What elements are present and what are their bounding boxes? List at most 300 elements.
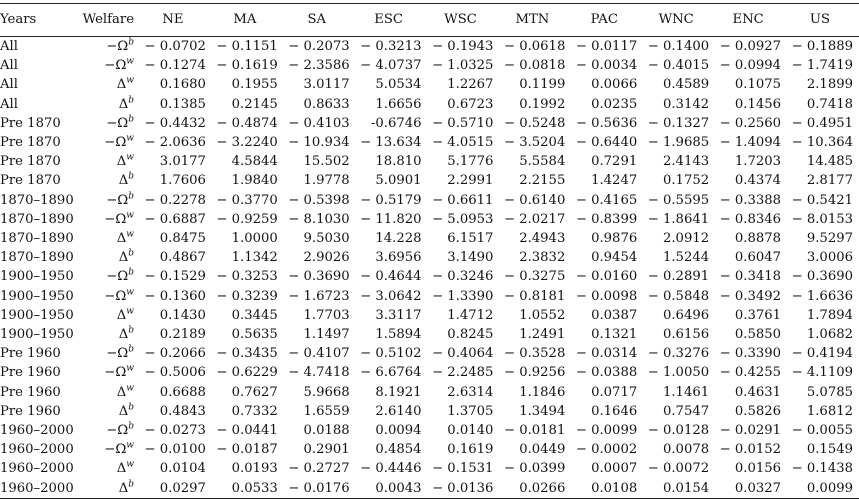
cell-value: 2.1899 bbox=[806, 77, 853, 93]
cell-value: − 0.0136 bbox=[428, 479, 500, 499]
cell-value: 1.1342 bbox=[231, 250, 278, 266]
cell-value: − 0.1438 bbox=[791, 461, 853, 477]
welfare-superscript: w bbox=[126, 287, 134, 298]
cell-value: 0.1549 bbox=[806, 442, 853, 458]
cell-value: − 0.4103 bbox=[288, 115, 350, 131]
welfare-superscript: b bbox=[128, 248, 134, 259]
cell-value: 0.3445 bbox=[231, 307, 278, 323]
cell-value: − 0.4432 bbox=[144, 115, 206, 131]
welfare-superscript: b bbox=[128, 344, 134, 355]
cell-value: − 0.4107 bbox=[288, 346, 350, 362]
welfare-symbol: Δ bbox=[116, 154, 127, 170]
table-row bbox=[0, 306, 859, 325]
cell-value: − 0.1531 bbox=[432, 461, 494, 477]
cell-welfare bbox=[78, 267, 140, 286]
cell-value: − 0.3246 bbox=[432, 269, 494, 285]
cell-value: − 0.8181 bbox=[503, 288, 566, 304]
cell-value: 5.0534 bbox=[375, 77, 422, 93]
cell-value: 0.0449 bbox=[519, 442, 566, 458]
cell-value: − 0.1529 bbox=[144, 269, 206, 285]
cell-value: 0.8633 bbox=[303, 96, 350, 112]
table-row bbox=[0, 344, 859, 363]
cell-value: 0.7418 bbox=[806, 96, 853, 112]
cell-value: − 0.0399 bbox=[503, 461, 566, 477]
table-row bbox=[0, 152, 859, 171]
cell-welfare bbox=[78, 402, 140, 421]
cell-value: 1.6559 bbox=[303, 403, 350, 419]
cell-value: -0.6746 bbox=[370, 115, 422, 131]
cell-value: 0.0140 bbox=[447, 423, 494, 439]
cell-value: 0.0094 bbox=[375, 423, 422, 439]
cell-value: 0.1456 bbox=[734, 96, 782, 112]
cell-value: − 0.2073 bbox=[288, 39, 350, 54]
cell-value: − 2.0217 bbox=[503, 211, 566, 227]
cell-value: 1.2491 bbox=[519, 327, 566, 343]
cell-value: − 0.2560 bbox=[719, 115, 782, 131]
cell-value: 0.0156 bbox=[734, 461, 782, 477]
cell-value: − 6.6764 bbox=[360, 365, 422, 381]
cell-value: − 0.5636 bbox=[575, 115, 638, 131]
cell-value: 2.6314 bbox=[447, 384, 494, 400]
cell-value: 1.3705 bbox=[447, 403, 494, 419]
cell-value: − 4.0515 bbox=[432, 135, 494, 151]
cell-value: 1.6812 bbox=[806, 403, 853, 419]
welfare-superscript: b bbox=[128, 479, 134, 490]
cell-value: 5.9668 bbox=[303, 384, 350, 400]
cell-welfare bbox=[78, 344, 140, 363]
cell-value: 0.0717 bbox=[591, 384, 638, 400]
cell-value: 1.0682 bbox=[806, 327, 853, 343]
welfare-symbol: −Ω bbox=[104, 135, 127, 151]
table-row bbox=[0, 402, 859, 421]
welfare-superscript: b bbox=[128, 172, 134, 183]
cell-welfare bbox=[78, 133, 140, 152]
table-row bbox=[0, 75, 859, 94]
welfare-symbol: Δ bbox=[118, 327, 129, 343]
cell-value: 3.0177 bbox=[159, 154, 206, 170]
cell-value: 2.6140 bbox=[375, 403, 422, 419]
cell-years: Pre 1870 bbox=[0, 173, 61, 189]
cell-value: − 0.0160 bbox=[575, 269, 638, 285]
welfare-superscript: b bbox=[128, 402, 134, 413]
cell-value: − 0.0702 bbox=[144, 39, 206, 54]
cell-value: 0.6047 bbox=[734, 250, 782, 266]
cell-value: − 0.5248 bbox=[503, 115, 566, 131]
cell-value: 2.8177 bbox=[806, 173, 853, 189]
cell-value: 1.7894 bbox=[806, 307, 853, 323]
cell-welfare bbox=[78, 363, 140, 382]
welfare-superscript: w bbox=[126, 152, 134, 163]
welfare-superscript: w bbox=[126, 364, 134, 375]
welfare-symbol: Δ bbox=[116, 384, 127, 400]
cell-value: 1.1846 bbox=[519, 384, 566, 400]
cell-value: 3.3117 bbox=[375, 307, 422, 323]
table-row bbox=[0, 229, 859, 248]
welfare-superscript: w bbox=[126, 383, 134, 394]
table-row bbox=[0, 267, 859, 286]
table-row bbox=[0, 421, 859, 440]
cell-welfare bbox=[78, 306, 140, 325]
cell-value: − 0.0994 bbox=[719, 58, 782, 74]
cell-value: 0.6688 bbox=[159, 384, 206, 400]
welfare-symbol: −Ω bbox=[106, 346, 129, 362]
cell-value: − 4.1109 bbox=[791, 365, 853, 381]
cell-welfare bbox=[78, 75, 140, 94]
welfare-superscript: w bbox=[126, 306, 134, 317]
cell-value: − 0.4874 bbox=[216, 115, 278, 131]
cell-years: 1900–1950 bbox=[0, 307, 74, 323]
cell-value: − 0.3275 bbox=[503, 269, 566, 285]
cell-value: − 0.0002 bbox=[575, 442, 638, 458]
cell-value: − 0.3253 bbox=[216, 269, 278, 285]
cell-value: 0.2901 bbox=[303, 442, 350, 458]
cell-value: 2.4143 bbox=[662, 154, 710, 170]
cell-value: 0.0193 bbox=[231, 461, 278, 477]
cell-value: 0.1646 bbox=[591, 403, 638, 419]
cell-value: 1.7606 bbox=[159, 173, 206, 189]
cell-value: 0.0297 bbox=[140, 479, 212, 499]
cell-value: 0.4631 bbox=[734, 384, 782, 400]
cell-welfare bbox=[78, 152, 140, 171]
welfare-superscript: b bbox=[128, 191, 134, 202]
table-row bbox=[0, 56, 859, 75]
cell-value: 3.6956 bbox=[375, 250, 422, 266]
cell-value: − 0.0055 bbox=[791, 423, 853, 439]
cell-years: 1870–1890 bbox=[0, 250, 74, 266]
welfare-superscript: b bbox=[128, 37, 134, 48]
welfare-symbol: Δ bbox=[116, 307, 127, 323]
cell-value: − 0.0818 bbox=[503, 58, 566, 74]
header-years: Years bbox=[0, 4, 78, 37]
cell-welfare bbox=[78, 459, 140, 478]
cell-value: 0.7547 bbox=[662, 403, 710, 419]
header-row bbox=[0, 4, 859, 37]
cell-value: 1.0552 bbox=[519, 307, 566, 323]
cell-value: 0.0099 bbox=[787, 479, 859, 499]
cell-value: − 0.6440 bbox=[575, 135, 638, 151]
cell-value: − 1.0325 bbox=[432, 58, 494, 74]
cell-value: − 0.0388 bbox=[575, 365, 638, 381]
cell-value: 1.1461 bbox=[662, 384, 710, 400]
table-row bbox=[0, 37, 859, 57]
cell-value: − 0.6229 bbox=[216, 365, 278, 381]
cell-value: 0.7627 bbox=[231, 384, 278, 400]
cell-value: − 0.3388 bbox=[719, 192, 782, 208]
cell-years: All bbox=[0, 96, 18, 112]
cell-value: − 0.2278 bbox=[144, 192, 206, 208]
cell-value: 2.9026 bbox=[303, 250, 350, 266]
cell-welfare bbox=[78, 171, 140, 190]
cell-welfare bbox=[78, 440, 140, 459]
cell-value: 1.1497 bbox=[303, 327, 350, 343]
cell-value: 0.0066 bbox=[591, 77, 638, 93]
cell-welfare bbox=[78, 210, 140, 229]
header-enc: ENC bbox=[715, 4, 787, 37]
header-ma: MA bbox=[212, 4, 284, 37]
cell-value: − 0.3690 bbox=[288, 269, 350, 285]
cell-value: − 3.5204 bbox=[503, 135, 566, 151]
cell-value: 0.5826 bbox=[734, 403, 782, 419]
header-pac: PAC bbox=[571, 4, 643, 37]
cell-value: 0.4867 bbox=[159, 250, 206, 266]
cell-value: 5.1776 bbox=[447, 154, 494, 170]
cell-value: − 0.3770 bbox=[216, 192, 278, 208]
table-row bbox=[0, 210, 859, 229]
cell-value: 2.0912 bbox=[662, 231, 710, 247]
cell-years: Pre 1960 bbox=[0, 346, 61, 362]
cell-value: − 2.2485 bbox=[432, 365, 494, 381]
cell-value: − 1.9685 bbox=[647, 135, 710, 151]
cell-value: − 1.8641 bbox=[647, 211, 710, 227]
cell-years: Pre 1960 bbox=[0, 384, 61, 400]
cell-value: − 0.5595 bbox=[647, 192, 710, 208]
cell-years: Pre 1870 bbox=[0, 154, 61, 170]
cell-value: 0.1680 bbox=[159, 77, 206, 93]
cell-value: − 0.4446 bbox=[360, 461, 422, 477]
cell-value: − 0.0176 bbox=[284, 479, 356, 499]
table-row bbox=[0, 383, 859, 402]
cell-value: − 3.0642 bbox=[360, 288, 422, 304]
cell-value: 0.9454 bbox=[591, 250, 638, 266]
cell-value: 0.1752 bbox=[662, 173, 710, 189]
cell-value: − 0.0034 bbox=[575, 58, 638, 74]
cell-value: − 0.0181 bbox=[503, 423, 566, 439]
cell-welfare bbox=[78, 37, 140, 57]
header-sa: SA bbox=[284, 4, 356, 37]
cell-years: All bbox=[0, 39, 18, 54]
cell-value: 0.3761 bbox=[734, 307, 782, 323]
cell-value: − 0.8399 bbox=[575, 211, 638, 227]
welfare-superscript: b bbox=[128, 421, 134, 432]
cell-years: All bbox=[0, 77, 18, 93]
cell-value: − 1.0050 bbox=[647, 365, 710, 381]
welfare-superscript: w bbox=[126, 210, 134, 221]
cell-value: − 0.3390 bbox=[719, 346, 782, 362]
cell-value: 0.1955 bbox=[231, 77, 278, 93]
cell-value: − 0.5848 bbox=[647, 288, 710, 304]
cell-value: − 0.3276 bbox=[647, 346, 710, 362]
cell-value: − 0.0441 bbox=[216, 423, 278, 439]
welfare-symbol: −Ω bbox=[106, 423, 129, 439]
cell-value: 0.2189 bbox=[159, 327, 206, 343]
cell-value: − 0.0314 bbox=[575, 346, 638, 362]
cell-value: − 0.4064 bbox=[432, 346, 494, 362]
cell-value: − 0.3418 bbox=[719, 269, 782, 285]
cell-value: − 0.1327 bbox=[647, 115, 710, 131]
cell-value: 8.1921 bbox=[375, 384, 422, 400]
cell-value: − 0.2066 bbox=[144, 346, 206, 362]
welfare-symbol: Δ bbox=[116, 461, 127, 477]
header-mtn: MTN bbox=[499, 4, 571, 37]
cell-value: 0.1992 bbox=[519, 96, 566, 112]
cell-value: 1.7203 bbox=[734, 154, 782, 170]
header-wnc: WNC bbox=[643, 4, 715, 37]
cell-value: 0.1321 bbox=[591, 327, 638, 343]
cell-value: 18.810 bbox=[375, 154, 422, 170]
cell-value: 0.0266 bbox=[499, 479, 571, 499]
welfare-superscript: w bbox=[126, 56, 134, 67]
cell-value: − 0.3239 bbox=[216, 288, 278, 304]
welfare-table bbox=[0, 3, 859, 499]
cell-value: − 0.3435 bbox=[216, 346, 278, 362]
cell-welfare bbox=[78, 56, 140, 75]
cell-value: 1.5244 bbox=[662, 250, 710, 266]
cell-value: 0.5850 bbox=[734, 327, 782, 343]
welfare-symbol: −Ω bbox=[106, 39, 129, 54]
cell-years: Pre 1870 bbox=[0, 135, 61, 151]
welfare-symbol: −Ω bbox=[104, 58, 127, 74]
cell-value: − 4.0737 bbox=[360, 58, 422, 74]
cell-value: − 0.0098 bbox=[575, 288, 638, 304]
welfare-superscript: w bbox=[126, 133, 134, 144]
cell-value: 1.3494 bbox=[519, 403, 566, 419]
welfare-superscript: b bbox=[128, 114, 134, 125]
cell-value: − 0.0099 bbox=[575, 423, 638, 439]
cell-value: − 0.3690 bbox=[791, 269, 853, 285]
cell-value: − 0.0117 bbox=[575, 39, 638, 54]
cell-years: 1960–2000 bbox=[0, 479, 78, 499]
cell-value: 0.0188 bbox=[303, 423, 350, 439]
cell-value: − 10.364 bbox=[791, 135, 853, 151]
cell-value: − 0.4165 bbox=[575, 192, 638, 208]
cell-years: 1870–1890 bbox=[0, 211, 74, 227]
cell-value: 0.6723 bbox=[447, 96, 494, 112]
cell-value: − 0.6140 bbox=[503, 192, 566, 208]
table-row bbox=[0, 325, 859, 344]
cell-value: 5.0901 bbox=[375, 173, 422, 189]
cell-welfare bbox=[78, 229, 140, 248]
header-ne: NE bbox=[140, 4, 212, 37]
cell-years: 1900–1950 bbox=[0, 269, 74, 285]
cell-value: − 0.0273 bbox=[144, 423, 206, 439]
cell-value: 0.7332 bbox=[231, 403, 278, 419]
welfare-superscript: b bbox=[128, 325, 134, 336]
cell-value: 1.9840 bbox=[231, 173, 278, 189]
cell-years: Pre 1960 bbox=[0, 365, 61, 381]
cell-years: All bbox=[0, 58, 18, 74]
cell-value: 15.502 bbox=[303, 154, 350, 170]
welfare-superscript: b bbox=[128, 95, 134, 106]
cell-value: 0.6496 bbox=[662, 307, 710, 323]
cell-value: − 0.0927 bbox=[719, 39, 782, 54]
cell-value: 1.6656 bbox=[375, 96, 422, 112]
cell-value: − 0.5421 bbox=[791, 192, 853, 208]
welfare-symbol: Δ bbox=[118, 250, 129, 266]
cell-value: − 1.7419 bbox=[791, 58, 853, 74]
cell-value: − 5.0953 bbox=[432, 211, 494, 227]
cell-welfare bbox=[78, 95, 140, 114]
cell-value: − 0.0152 bbox=[719, 442, 782, 458]
table-row bbox=[0, 133, 859, 152]
welfare-superscript: b bbox=[128, 268, 134, 279]
cell-years: 1900–1950 bbox=[0, 288, 74, 304]
welfare-symbol: Δ bbox=[118, 480, 129, 496]
cell-value: 6.1517 bbox=[447, 231, 494, 247]
cell-value: 0.8475 bbox=[159, 231, 206, 247]
table-row bbox=[0, 459, 859, 478]
cell-years: 1870–1890 bbox=[0, 231, 74, 247]
cell-value: 2.2155 bbox=[519, 173, 566, 189]
welfare-symbol: −Ω bbox=[106, 115, 129, 131]
cell-value: 0.5635 bbox=[231, 327, 278, 343]
cell-value: 1.7703 bbox=[303, 307, 350, 323]
welfare-superscript: w bbox=[126, 76, 134, 87]
cell-value: 0.0104 bbox=[159, 461, 206, 477]
cell-value: 0.1430 bbox=[159, 307, 206, 323]
cell-value: − 0.1360 bbox=[144, 288, 206, 304]
cell-value: 5.5584 bbox=[519, 154, 566, 170]
cell-value: − 0.2727 bbox=[288, 461, 350, 477]
table-row bbox=[0, 287, 859, 306]
cell-value: 2.3832 bbox=[519, 250, 566, 266]
cell-value: − 8.0153 bbox=[791, 211, 853, 227]
cell-value: 0.2145 bbox=[231, 96, 278, 112]
cell-value: 1.2267 bbox=[447, 77, 494, 93]
table-row bbox=[0, 171, 859, 190]
cell-value: 1.4247 bbox=[591, 173, 638, 189]
cell-value: 1.9778 bbox=[303, 173, 350, 189]
table-row bbox=[0, 248, 859, 267]
cell-value: 14.228 bbox=[375, 231, 422, 247]
cell-value: 0.3142 bbox=[662, 96, 710, 112]
cell-value: 4.5844 bbox=[231, 154, 278, 170]
cell-value: 0.1385 bbox=[159, 96, 206, 112]
welfare-symbol: −Ω bbox=[104, 442, 127, 458]
cell-years: 1960–2000 bbox=[0, 423, 74, 439]
cell-value: 0.0007 bbox=[591, 461, 638, 477]
welfare-symbol: −Ω bbox=[106, 192, 129, 208]
welfare-superscript: w bbox=[126, 229, 134, 240]
cell-value: − 10.934 bbox=[288, 135, 350, 151]
cell-value: − 0.5710 bbox=[432, 115, 494, 131]
cell-value: 0.9876 bbox=[591, 231, 638, 247]
cell-value: 0.0043 bbox=[356, 479, 428, 499]
cell-value: 0.1199 bbox=[519, 77, 566, 93]
cell-value: − 8.1030 bbox=[288, 211, 350, 227]
cell-welfare bbox=[78, 287, 140, 306]
cell-value: 0.0327 bbox=[715, 479, 787, 499]
cell-value: 1.5894 bbox=[375, 327, 422, 343]
cell-value: − 0.6611 bbox=[432, 192, 494, 208]
cell-value: − 0.4951 bbox=[791, 115, 853, 131]
cell-value: 0.0154 bbox=[643, 479, 715, 499]
cell-value: − 1.4094 bbox=[719, 135, 782, 151]
cell-value: − 0.1400 bbox=[647, 39, 710, 54]
cell-value: − 3.2240 bbox=[216, 135, 278, 151]
cell-value: − 1.6723 bbox=[288, 288, 350, 304]
cell-value: − 4.7418 bbox=[288, 365, 350, 381]
cell-value: − 0.3528 bbox=[503, 346, 566, 362]
header-wsc: WSC bbox=[428, 4, 500, 37]
cell-value: − 0.0128 bbox=[647, 423, 710, 439]
cell-value: 0.4843 bbox=[159, 403, 206, 419]
cell-value: − 11.820 bbox=[360, 211, 422, 227]
table-row bbox=[0, 363, 859, 382]
cell-value: − 0.9256 bbox=[503, 365, 566, 381]
cell-value: 0.0078 bbox=[662, 442, 710, 458]
cell-value: − 0.1943 bbox=[432, 39, 494, 54]
cell-years: 1870–1890 bbox=[0, 192, 74, 208]
cell-value: 0.0387 bbox=[591, 307, 638, 323]
cell-value: 0.4854 bbox=[375, 442, 422, 458]
cell-value: 0.1619 bbox=[447, 442, 494, 458]
cell-value: − 0.1889 bbox=[791, 39, 853, 54]
cell-value: − 0.4255 bbox=[719, 365, 782, 381]
cell-value: 2.4943 bbox=[519, 231, 566, 247]
cell-value: − 0.2891 bbox=[647, 269, 710, 285]
cell-value: − 0.5006 bbox=[144, 365, 206, 381]
cell-years: Pre 1870 bbox=[0, 115, 61, 131]
